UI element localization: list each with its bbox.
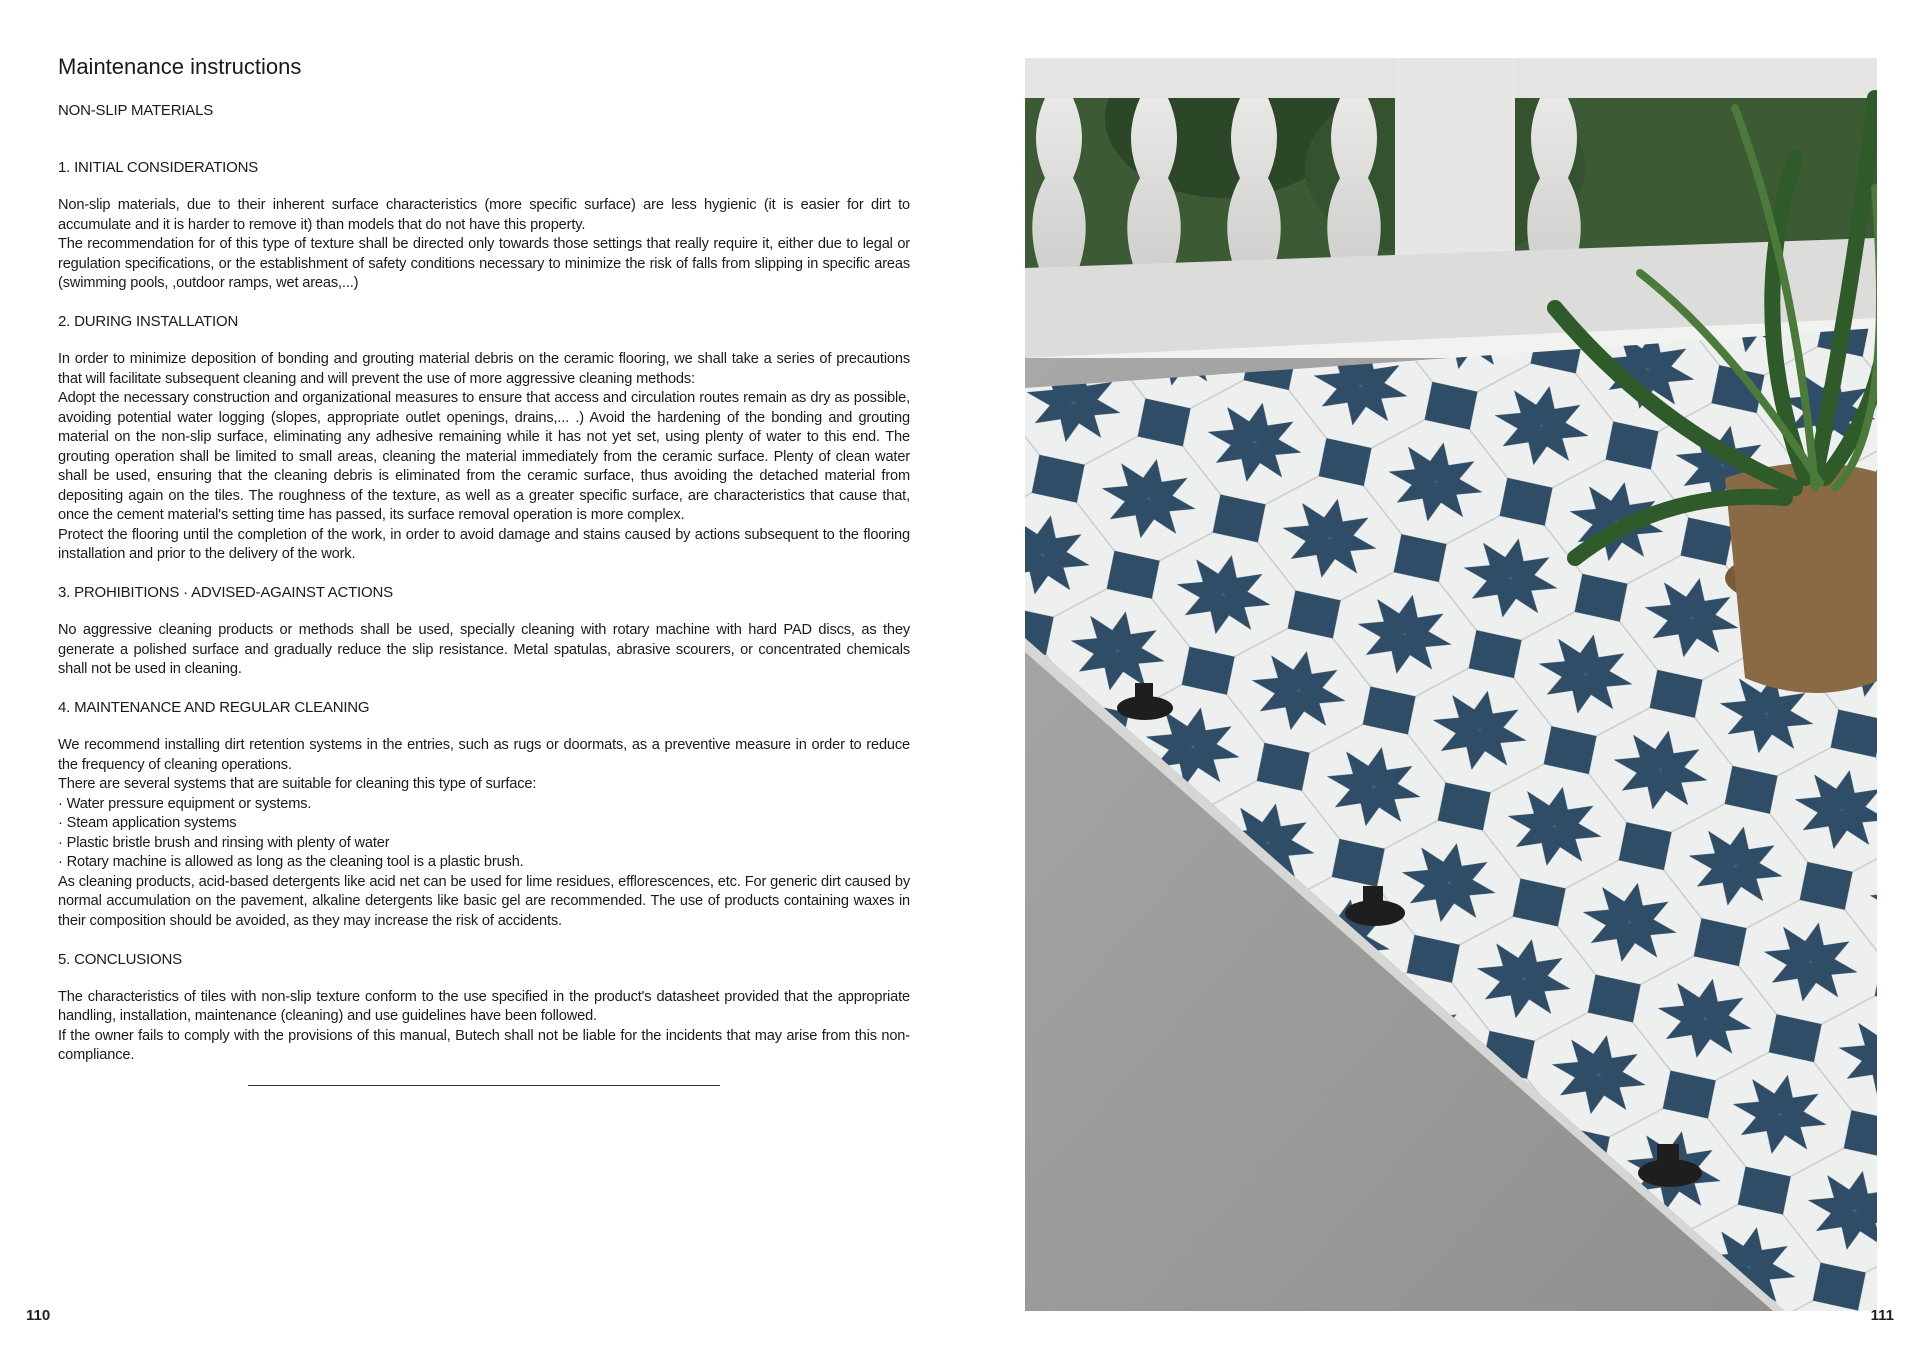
paragraph-line: · Steam application systems xyxy=(58,815,237,831)
section-heading: 4. MAINTENANCE AND REGULAR CLEANING xyxy=(58,699,370,716)
section-heading: 1. INITIAL CONSIDERATIONS xyxy=(58,159,259,176)
section-heading: 5. CONCLUSIONS xyxy=(58,950,182,968)
paragraph-line: The characteristics of tiles with non-slip texture conform to the use specified in the product's datasheet provided that the appropriate handling, installation, maintenance (cleaning) and use guidelines have been followed. xyxy=(58,988,910,1024)
page-number-right: 111 xyxy=(1870,1307,1894,1324)
column xyxy=(1395,58,1515,268)
paragraph-line: Non-slip materials, due to their inherent surface characteristics (more specific surface) are less hygienic (it is easier for dirt to accumulate and it is harder to remove it) than models that do not have this property. xyxy=(58,197,910,233)
paragraph-line: No aggressive cleaning products or methods shall be used, specially cleaning with rotary machine with hard PAD discs, as they generate a polished surface and gradually reduce the slip resistance. Metal spatulas, abrasive scourers, or concentrated chemicals shall not be used in cleaning. xyxy=(58,622,910,677)
paragraph-line: In order to minimize deposition of bonding and grouting material debris on the ceramic flooring, we shall take a series of precautions that will facilitate subsequent cleaning and will prevent the use of more aggressive cleaning methods: xyxy=(58,351,910,387)
paragraph-line: · Water pressure equipment or systems. xyxy=(58,795,312,812)
paragraph-line: · Rotary machine is allowed as long as the cleaning tool is a plastic brush. xyxy=(58,854,524,870)
paragraph-line: There are several systems that are suitable for cleaning this type of surface: xyxy=(58,776,537,792)
paragraph-line: If the owner fails to comply with the provisions of this manual, Butech shall not be liable for the incidents that may arise from this non-compliance. xyxy=(58,1027,910,1063)
section-heading: 2. DURING INSTALLATION xyxy=(58,313,239,330)
section-paragraph xyxy=(58,736,910,931)
paragraph-line: · Plastic bristle brush and rinsing with plenty of water xyxy=(58,834,390,851)
sections-container xyxy=(58,159,910,1066)
tile-floor-photo xyxy=(1025,58,1877,1311)
paragraph-line: As cleaning products, acid-based detergents like acid net can be used for lime residues, efflorescences, etc. For generic dirt caused by normal accumulation on the pavement, alkaline detergents like basic gel are recommended. The use of products containing waxes in their composition should be avoided, as they may increase the risk of accidents. xyxy=(58,873,910,929)
left-page xyxy=(58,54,910,1086)
section-paragraph xyxy=(58,988,910,1066)
section-heading: 3. PROHIBITIONS · ADVISED-AGAINST ACTIONS xyxy=(58,584,393,601)
section-paragraph xyxy=(58,196,910,294)
page-subtitle: NON-SLIP MATERIALS xyxy=(58,102,214,119)
paragraph-line: Protect the flooring until the completion of the work, in order to avoid damage and stains caused by actions subsequent to the flooring installation and prior to the delivery of the work. xyxy=(58,526,910,562)
paragraph-line: We recommend installing dirt retention systems in the entries, such as rugs or doormats, as a preventive measure in order to reduce the frequency of cleaning operations. xyxy=(58,737,910,773)
paragraph-line: Adopt the necessary construction and organizational measures to ensure that access and circulation routes remain as dry as possible, avoiding potential water logging (slopes, appropriate outlet openings, drains,... .) Avoid the hardening of the bonding and grouting material on the non-slip surface, eliminating any adhesive remaining while it has not yet set, using plenty of water to this end. The grouting operation shall be limited to small areas, cleaning the material immediately from the ceramic surface. Plenty of clean water shall be used, ensuring that the cleaning debris is eliminated from the ceramic surface, thus avoiding the detached material from depositing again on the tiles. The roughness of the texture, as well as a greater specific surface, are characteristics that cause that, once the cement material's setting time has passed, its surface removal operation is more complex. xyxy=(58,390,910,523)
paragraph-line: The recommendation for of this type of texture shall be directed only towards those settings that really require it, either due to legal or regulation specifications, or the establishment of safety conditions necessary to minimize the risk of falls from slipping in specific areas (swimming pools, ,outdoor ramps, wet areas,...) xyxy=(58,236,910,291)
end-divider xyxy=(248,1085,720,1086)
section-paragraph xyxy=(58,350,910,565)
page-number-left: 110 xyxy=(26,1307,51,1324)
page-title: Maintenance instructions xyxy=(58,54,302,79)
photo-illustration xyxy=(1025,58,1877,1311)
section-paragraph xyxy=(58,621,910,680)
